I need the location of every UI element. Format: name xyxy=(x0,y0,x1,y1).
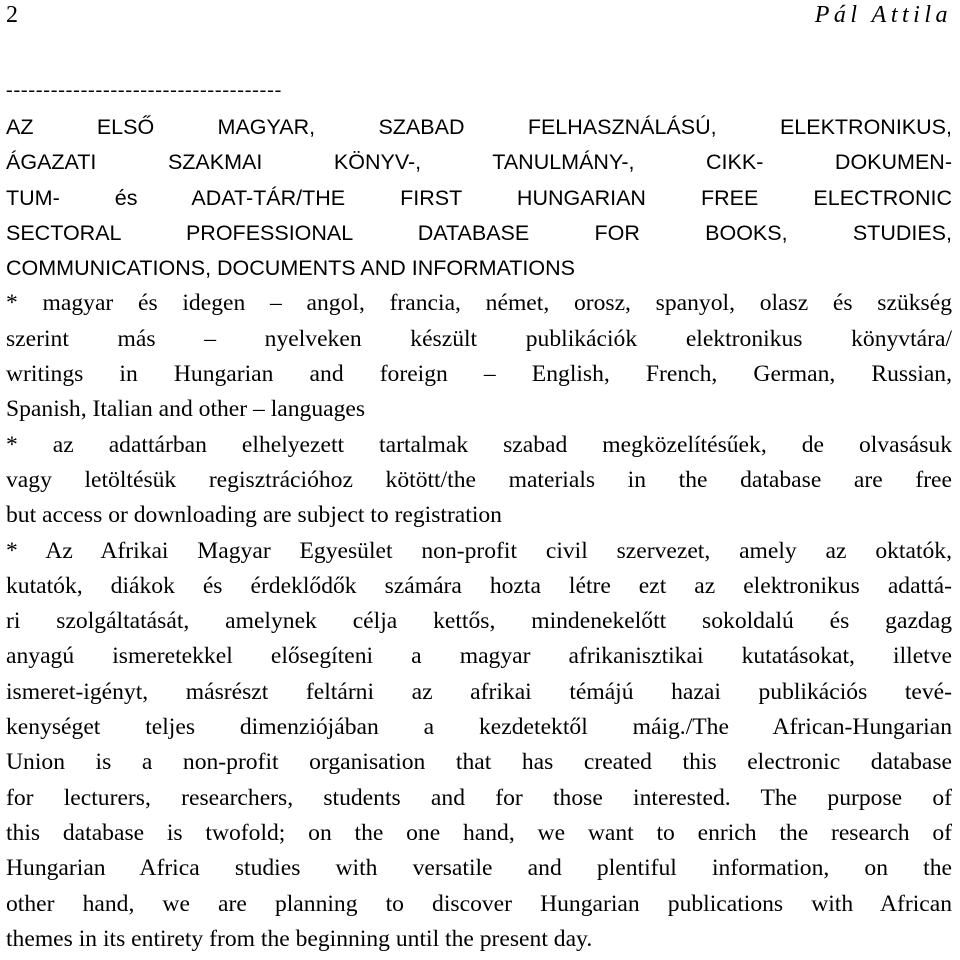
page-header xyxy=(0,0,960,34)
paragraph-line: kenységet teljes dimenziójában a kezdetektől máig./The African-Hungarian xyxy=(6,714,952,741)
separator-line: ------------------------------------- xyxy=(6,79,283,101)
page-number: 2 xyxy=(6,2,18,28)
paragraph-line: ismeret-igényt, másrészt feltárni az afrikai témájú hazai publikációs tevé- xyxy=(6,678,952,705)
title-line: TUM- és ADAT-TÁR/THE FIRST HUNGARIAN FREE ELECTRONIC xyxy=(6,185,952,210)
paragraph-line: this database is twofold; on the one hand, we want to enrich the research of xyxy=(6,819,952,846)
paragraph-line: for lecturers, researchers, students and for those interested. The purpose of xyxy=(6,784,952,811)
paragraph-line: Hungarian Africa studies with versatile and plentiful information, on the xyxy=(6,855,952,882)
title-line: SECTORAL PROFESSIONAL DATABASE FOR BOOKS, STUDIES, xyxy=(6,220,952,245)
paragraph-line: ri szolgáltatását, amelynek célja kettős, mindenekelőtt sokoldalú és gazdag xyxy=(6,608,952,635)
paragraph-line: but access or downloading are subject to registration xyxy=(6,502,502,529)
running-head-author: Pál Attila xyxy=(814,2,952,28)
paragraph-line: writings in Hungarian and foreign – English, French, German, Russian, xyxy=(6,361,952,388)
paragraph-line: kutatók, diákok és érdeklődők számára hozta létre ezt az elektronikus adattá- xyxy=(6,572,952,599)
paragraph-line: szerint más – nyelveken készült publikációk elektronikus könyvtára/ xyxy=(6,325,952,352)
paragraph-line: * Az Afrikai Magyar Egyesület non-profit civil szervezet, amely az oktatók, xyxy=(6,537,952,564)
title-line: AZ ELSŐ MAGYAR, SZABAD FELHASZNÁLÁSÚ, ELEKTRONIKUS, xyxy=(6,115,952,139)
paragraph-line: anyagú ismeretekkel elősegíteni a magyar afrikanisztikai kutatásokat, illetve xyxy=(6,643,952,670)
paragraph-line: vagy letöltésük regisztrációhoz kötött/the materials in the database are free xyxy=(6,466,952,493)
title-line: ÁGAZATI SZAKMAI KÖNYV-, TANULMÁNY-, CIKK- DOKUMEN- xyxy=(6,150,952,175)
paragraph-line: Spanish, Italian and other – languages xyxy=(6,396,366,423)
title-line: COMMUNICATIONS, DOCUMENTS AND INFORMATIONS xyxy=(6,256,575,281)
paragraph-line: * az adattárban elhelyezett tartalmak szabad megközelítésűek, de olvasásuk xyxy=(6,431,952,458)
paragraph-line: * magyar és idegen – angol, francia, német, orosz, spanyol, olasz és szükség xyxy=(6,290,952,317)
document-body xyxy=(6,110,952,957)
paragraph-line: themes in its entirety from the beginning until the present day. xyxy=(6,925,593,952)
paragraph-line: Union is a non-profit organisation that has created this electronic database xyxy=(6,749,952,776)
paragraph-line: other hand, we are planning to discover Hungarian publications with African xyxy=(6,890,952,917)
